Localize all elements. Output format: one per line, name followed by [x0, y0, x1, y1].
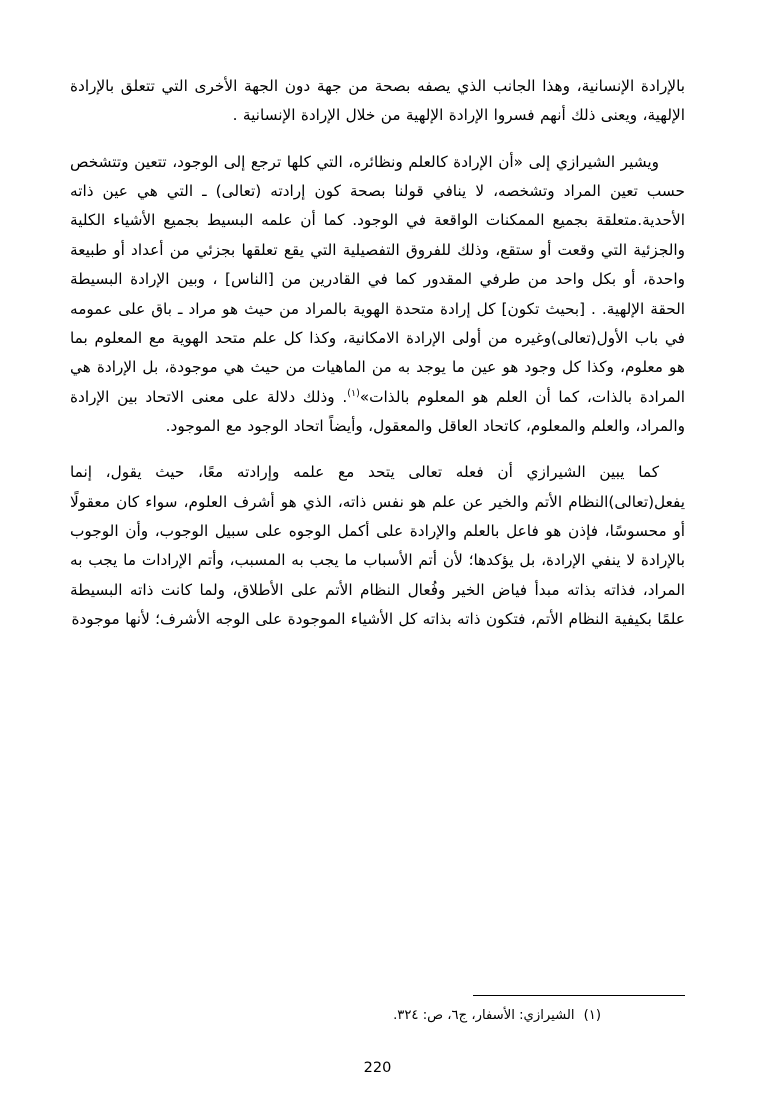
paragraph-gap-2 [70, 445, 685, 458]
footnote-line [70, 1005, 685, 1026]
footnote-divider [473, 995, 685, 996]
footnote-area [70, 995, 685, 1076]
paragraph-2-text-after-footnote: . وذلك دلالة على معنى الاتحاد بين الإرادة والمراد، والعلم والمعلوم، كاتحاد العاقل والمعقول، وأيضاً اتحاد الوجود مع الموجود. [70, 387, 685, 435]
footnote-marker-1: (١) [347, 387, 360, 399]
page-body [70, 72, 685, 634]
paragraph-3: كما يبين الشيرازي أن فعله تعالى يتحد مع علمه وإرادته معًا، حيث يقول، إنما يفعل(تعالى)النظام الأتم والخير عن علم هو نفس ذاته، الذي هو أشرف العلوم، سواء كان معقولًا أو محسوسًا، فإذن هو فاعل بالعلم والإرادة على أكمل الوجوه على سبيل الوجوب، وأن الوجوب بالإرادة لا ينفي الإرادة، بل يؤكدها؛ لأن أتم الأسباب ما يجب به المسبب، وأتم الإرادات ما يجب به المراد، فذاته بذاته مبدأ فياض الخير وفُعال النظام الأتم على الأطلاق، ولما كانت ذاته البسيطة علمًا بكيفية النظام الأتم، فتكون ذاته بذاته كل الأشياء الموجودة على الوجه الأشرف؛ لأنها موجودة [70, 463, 685, 629]
page-number: 220 [363, 1060, 392, 1076]
paragraph-2-text-before-footnote: ويشير الشيرازي إلى «أن الإرادة كالعلم ونظائره، التي كلها ترجع إلى الوجود، تتعين وتتشخص حسب تعين المراد وتشخصه، لا ينافي قولنا بصحة كون إرادته (تعالى) ـ التي هي عين ذاته الأحدية.متعلقة بجميع الممكنات الواقعة في الوجود. كما أن علمه البسيط بجميع الأشياء الكلية والجزئية التي وقعت أو ستقع، وذلك للفروق التفصيلية التي يقع تعلقها بجزئي من أعداد أو طبيعة واحدة، أو بكل واحد من طرفي المقدور كما في القادرين من [الناس] ، وبين الإرادة البسيطة الحقة الإلهية. . [بحيث تكون] كل إرادة متحدة الهوية بالمراد من حيث هو مراد ـ باق على عمومه في باب الأول(تعالى)وغيره من أولى الإرادة الامكانية، وكذا كل علم متحد الهوية مع المعلوم بما هو معلوم، وكذا كل وجود هو عين ما يوجد به من الماهيات من حيث هي موجودة، بل الإرادة هي المرادة بالذات، كما أن العلم هو المعلوم بالذات» [70, 152, 686, 406]
paragraph-gap [70, 135, 685, 148]
paragraph-1: بالإرادة الإنسانية، وهذا الجانب الذي يصفه بصحة من جهة دون الجهة الأخرى التي تتعلق بالإرادة الإلهية، ويعنى ذلك أنهم فسروا الإرادة الإلهية من خلال الإرادة الإنسانية . [70, 77, 685, 125]
footnote-number: (١) [583, 1007, 601, 1023]
paragraph-2 [70, 148, 685, 442]
footnote-text: الشيرازي: الأسفار، ج٦، ص: ٣٢٤. [393, 1007, 575, 1023]
